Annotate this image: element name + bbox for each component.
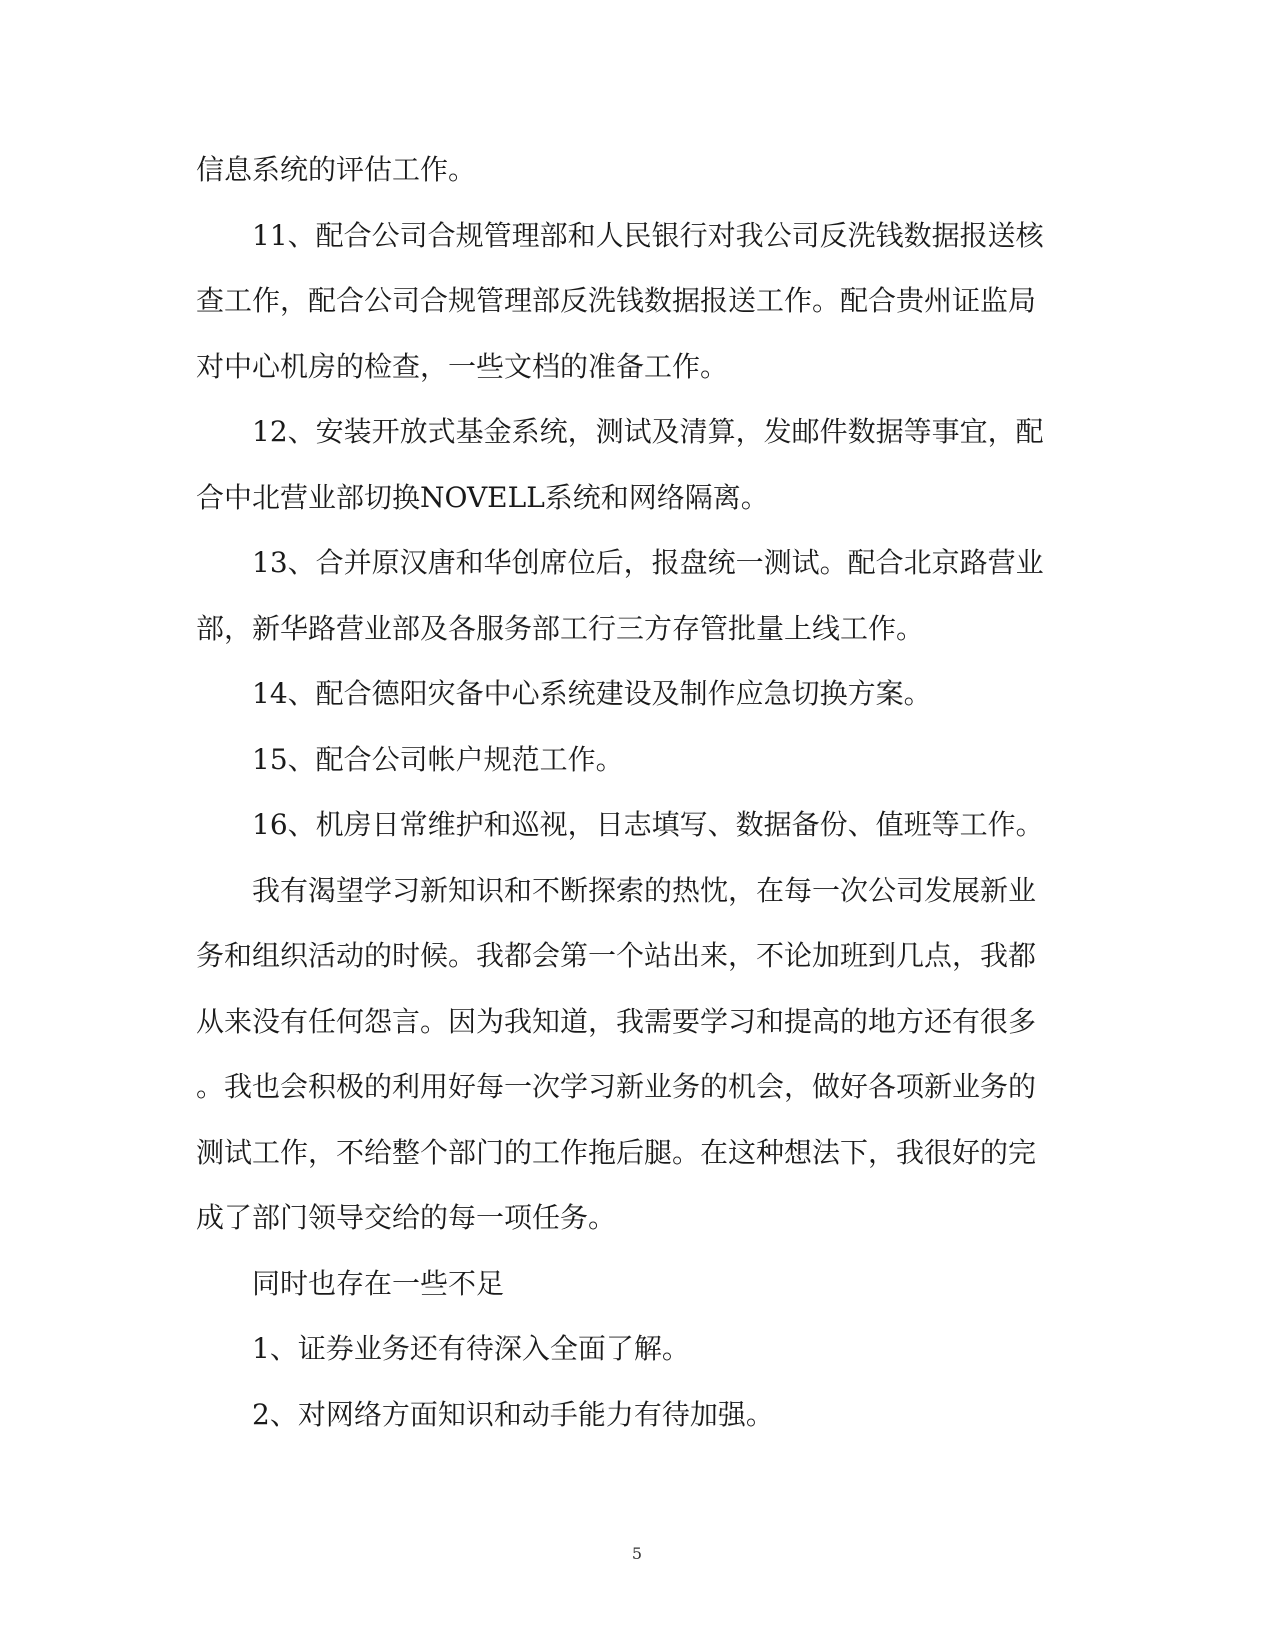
text-line: 1、证券业务还有待深入全面了解。: [252, 1332, 690, 1365]
text-line: 12、安装开放式基金系统，测试及清算，发邮件数据等事宜，配: [252, 415, 1044, 448]
text-line: 合中北营业部切换NOVELL系统和网络隔离。: [196, 480, 769, 514]
text-line: 成了部门领导交给的每一项任务。: [196, 1201, 617, 1234]
text-line: 15、配合公司帐户规范工作。: [252, 742, 624, 776]
text-line: 我有渴望学习新知识和不断探索的热忱，在每一次公司发展新业: [252, 873, 1037, 907]
text-line: 13、合并原汉唐和华创席位后，报盘统一测试。配合北京路营业: [252, 546, 1044, 579]
text-line: 2、对网络方面知识和动手能力有待加强。: [252, 1397, 774, 1431]
text-line: 信息系统的评估工作。: [196, 153, 477, 186]
text-line: 14、配合德阳灾备中心系统建设及制作应急切换方案。: [252, 677, 932, 710]
text-line: 测试工作，不给整个部门的工作拖后腿。在这种想法下，我很好的完: [196, 1135, 1037, 1169]
document-body: [196, 154, 1074, 1464]
text-line: 16、机房日常维护和巡视，日志填写、数据备份、值班等工作。: [252, 808, 1044, 841]
text-line: 。我也会积极的利用好每一次学习新业务的机会，做好各项新业务的: [196, 1070, 1037, 1103]
page-number: 5: [631, 1544, 643, 1563]
text-line: 同时也存在一些不足: [252, 1266, 505, 1300]
text-line: 务和组织活动的时候。我都会第一个站出来，不论加班到几点，我都: [196, 939, 1037, 972]
text-line: 11、配合公司合规管理部和人民银行对我公司反洗钱数据报送核: [252, 218, 1044, 252]
text-line: 从来没有任何怨言。因为我知道，我需要学习和提高的地方还有很多: [196, 1004, 1037, 1038]
text-line: 部，新华路营业部及各服务部工行三方存管批量上线工作。: [196, 611, 925, 645]
text-line: 对中心机房的检查，一些文档的准备工作。: [196, 349, 729, 383]
text-line: 查工作，配合公司合规管理部反洗钱数据报送工作。配合贵州证监局: [196, 284, 1037, 317]
